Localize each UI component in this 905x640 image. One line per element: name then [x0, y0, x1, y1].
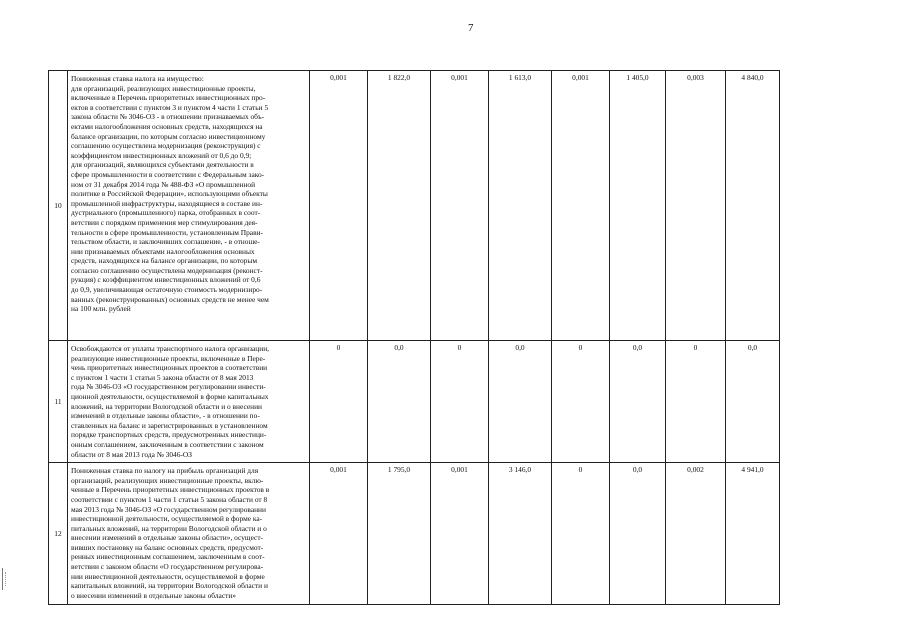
tax-benefits-table [48, 70, 780, 605]
value-cell: 0,0 [368, 341, 431, 463]
description-line: капитальных вложений, на территории Вологодской области и [71, 581, 268, 591]
value-cell: 0 [552, 463, 610, 605]
description-line: коэффициентом инвестиционных вложений от 0,6 до 0,9; [71, 150, 252, 160]
value-cell: 0 [552, 341, 610, 463]
row-number: 12 [49, 463, 68, 605]
value-cell: 3 146,0 [489, 463, 552, 605]
value-cell: 0 [666, 341, 726, 463]
description-line: изменений в отдельные законы области», - в отношении по- [71, 411, 260, 421]
description-line: Пониженная ставка налога на имущество: [71, 74, 204, 83]
value-cell: 0,0 [489, 341, 552, 463]
description-line: рукция) с коэффициентом инвестиционных вложений от 0,6 [71, 275, 261, 285]
description-line: соглашению осуществлена модернизация (реконструкция) с [71, 141, 261, 151]
description-line: ветствии с порядком применения мер стимулирования дея- [71, 217, 258, 227]
description-line: нии признаваемых объектами налогообложения основных [71, 246, 255, 256]
description-line: балансе организации, по которым согласно инвестиционному [71, 131, 266, 141]
value-cell: 1 822,0 [368, 71, 431, 341]
description-line: для организаций, реализующих инвестиционные проекты, [71, 83, 256, 93]
description-line: закона области № 3046-ОЗ - в отношении признаваемых объ- [71, 112, 265, 122]
description-line: промышленной инфраструктуры, находящиеся в составе ин- [71, 198, 263, 208]
description-line: Освобождаются от уплаты транспортного налога организации, [71, 344, 270, 353]
description-line: тельством области, и заключивших соглашение, - в отноше- [71, 237, 260, 247]
description-line: мая 2013 года № 3046-ОЗ «О государственном регулировании [71, 504, 266, 514]
table-row [49, 463, 780, 605]
description-line: сфере промышленности в соответствии с Федеральным зако- [71, 169, 265, 179]
description-line: области от 8 мая 2013 года № 3046-ОЗ [71, 449, 192, 459]
description-line: ванных (реконструированных) основных средств не менее чем [71, 294, 269, 304]
row-description [68, 341, 310, 463]
description-line: ном от 31 декабря 2014 года № 488-ФЗ «О промышленной [71, 179, 256, 189]
value-cell: 1 405,0 [610, 71, 666, 341]
value-cell: 0,002 [666, 463, 726, 605]
description-line: до 0,9, увеличивающая остаточную стоимость модернизиро- [71, 285, 263, 295]
description-line: ционной деятельности, осуществляемой в форме капитальных [71, 391, 269, 401]
row-number: 11 [49, 341, 68, 463]
description-line: внесении изменений в отдельные законы области», осущест- [71, 533, 264, 543]
value-cell: 0,0 [610, 463, 666, 605]
description-line: инвестиционной деятельности, осуществляемой в форме ка- [71, 514, 263, 524]
description-line: с пунктом 1 части 1 статьи 5 закона области от 8 мая 2013 [71, 372, 254, 382]
value-cell: 0,0 [610, 341, 666, 463]
value-cell: 0,001 [431, 71, 489, 341]
description-line: порядке транспортных средств, предусмотренных инвестици- [71, 430, 267, 440]
value-cell: 1 613,0 [489, 71, 552, 341]
description-line: онным соглашением, заключенным в соответствии с законом [71, 439, 264, 449]
description-line: ектов в соответствии с пунктом 3 и пунктом 4 части 1 статьи 5 [71, 102, 269, 112]
description-line: нии инвестиционной деятельности, осуществляемой в форме [71, 571, 265, 581]
description-line: ченные в Перечень приоритетных инвестиционных проектов в [71, 485, 270, 495]
description-line: чень приоритетных инвестиционных проектов в соответствии [71, 363, 268, 373]
description-line: года № 3046-ОЗ «О государственном регулировании инвести- [71, 382, 266, 392]
value-cell: 0,0 [726, 341, 780, 463]
description-line: ектами налогообложения основных средств, находящихся на [71, 121, 263, 131]
value-cell: 0,003 [666, 71, 726, 341]
value-cell: 0,001 [431, 463, 489, 605]
table-row [49, 71, 780, 341]
description-line: вложений, на территории Вологодской области и о внесении [71, 401, 262, 411]
value-cell: 0,001 [310, 463, 368, 605]
description-line: организаций, реализующих инвестиционные проекты, вклю- [71, 475, 264, 485]
description-line: для организаций, являющихся субъектами деятельности в [71, 160, 254, 170]
description-line: реализующие инвестиционные проекты, включенные в Пере- [71, 353, 266, 363]
description-line: ренных инвестиционным соглашением, заключенным в соот- [71, 552, 265, 562]
description-line: ветствии с законом области «О государственном регулирова- [71, 562, 264, 572]
description-line: вивших постановку на баланс основных средств, предусмот- [71, 542, 264, 552]
description-line: о внесении изменений в отдельные законы области» [71, 590, 236, 600]
description-line: дустриального (промышленного) парка, отобранных в соот- [71, 208, 261, 218]
value-cell: 0 [310, 341, 368, 463]
description-line: Пониженная ставка по налогу на прибыль организаций для [71, 466, 259, 476]
description-line: включенные в Перечень приоритетных инвестиционных про- [71, 93, 266, 103]
description-line: согласно соглашению осуществлена модернизация (реконст- [71, 265, 263, 275]
description-line: тельности в сфере промышленности, установленным Прави- [71, 227, 263, 237]
value-cell: 0,001 [552, 71, 610, 341]
value-cell: 0 [431, 341, 489, 463]
table-row [49, 341, 780, 463]
value-cell: 0,001 [310, 71, 368, 341]
description-line: ставленных на баланс и зарегистрированных в установленном [71, 420, 268, 430]
margin-mark-secondary [5, 572, 9, 586]
value-cell: 4 941,0 [726, 463, 780, 605]
description-line: политике в Российской Федерации», использующими объекты [71, 189, 268, 199]
row-description [68, 463, 310, 605]
description-line: питальных вложений, на территории Вологодской области и о [71, 523, 267, 533]
description-line: на 100 млн. рублей [71, 304, 131, 314]
value-cell: 4 840,0 [726, 71, 780, 341]
description-line: соответствии с пунктом 1 части 1 статьи 5 закона области от 8 [71, 494, 268, 504]
row-number: 10 [49, 71, 68, 341]
description-line: средств, находящихся на балансе организации, по которым [71, 256, 258, 266]
row-description [68, 71, 310, 341]
value-cell: 1 795,0 [368, 463, 431, 605]
page-number: 7 [468, 22, 474, 34]
